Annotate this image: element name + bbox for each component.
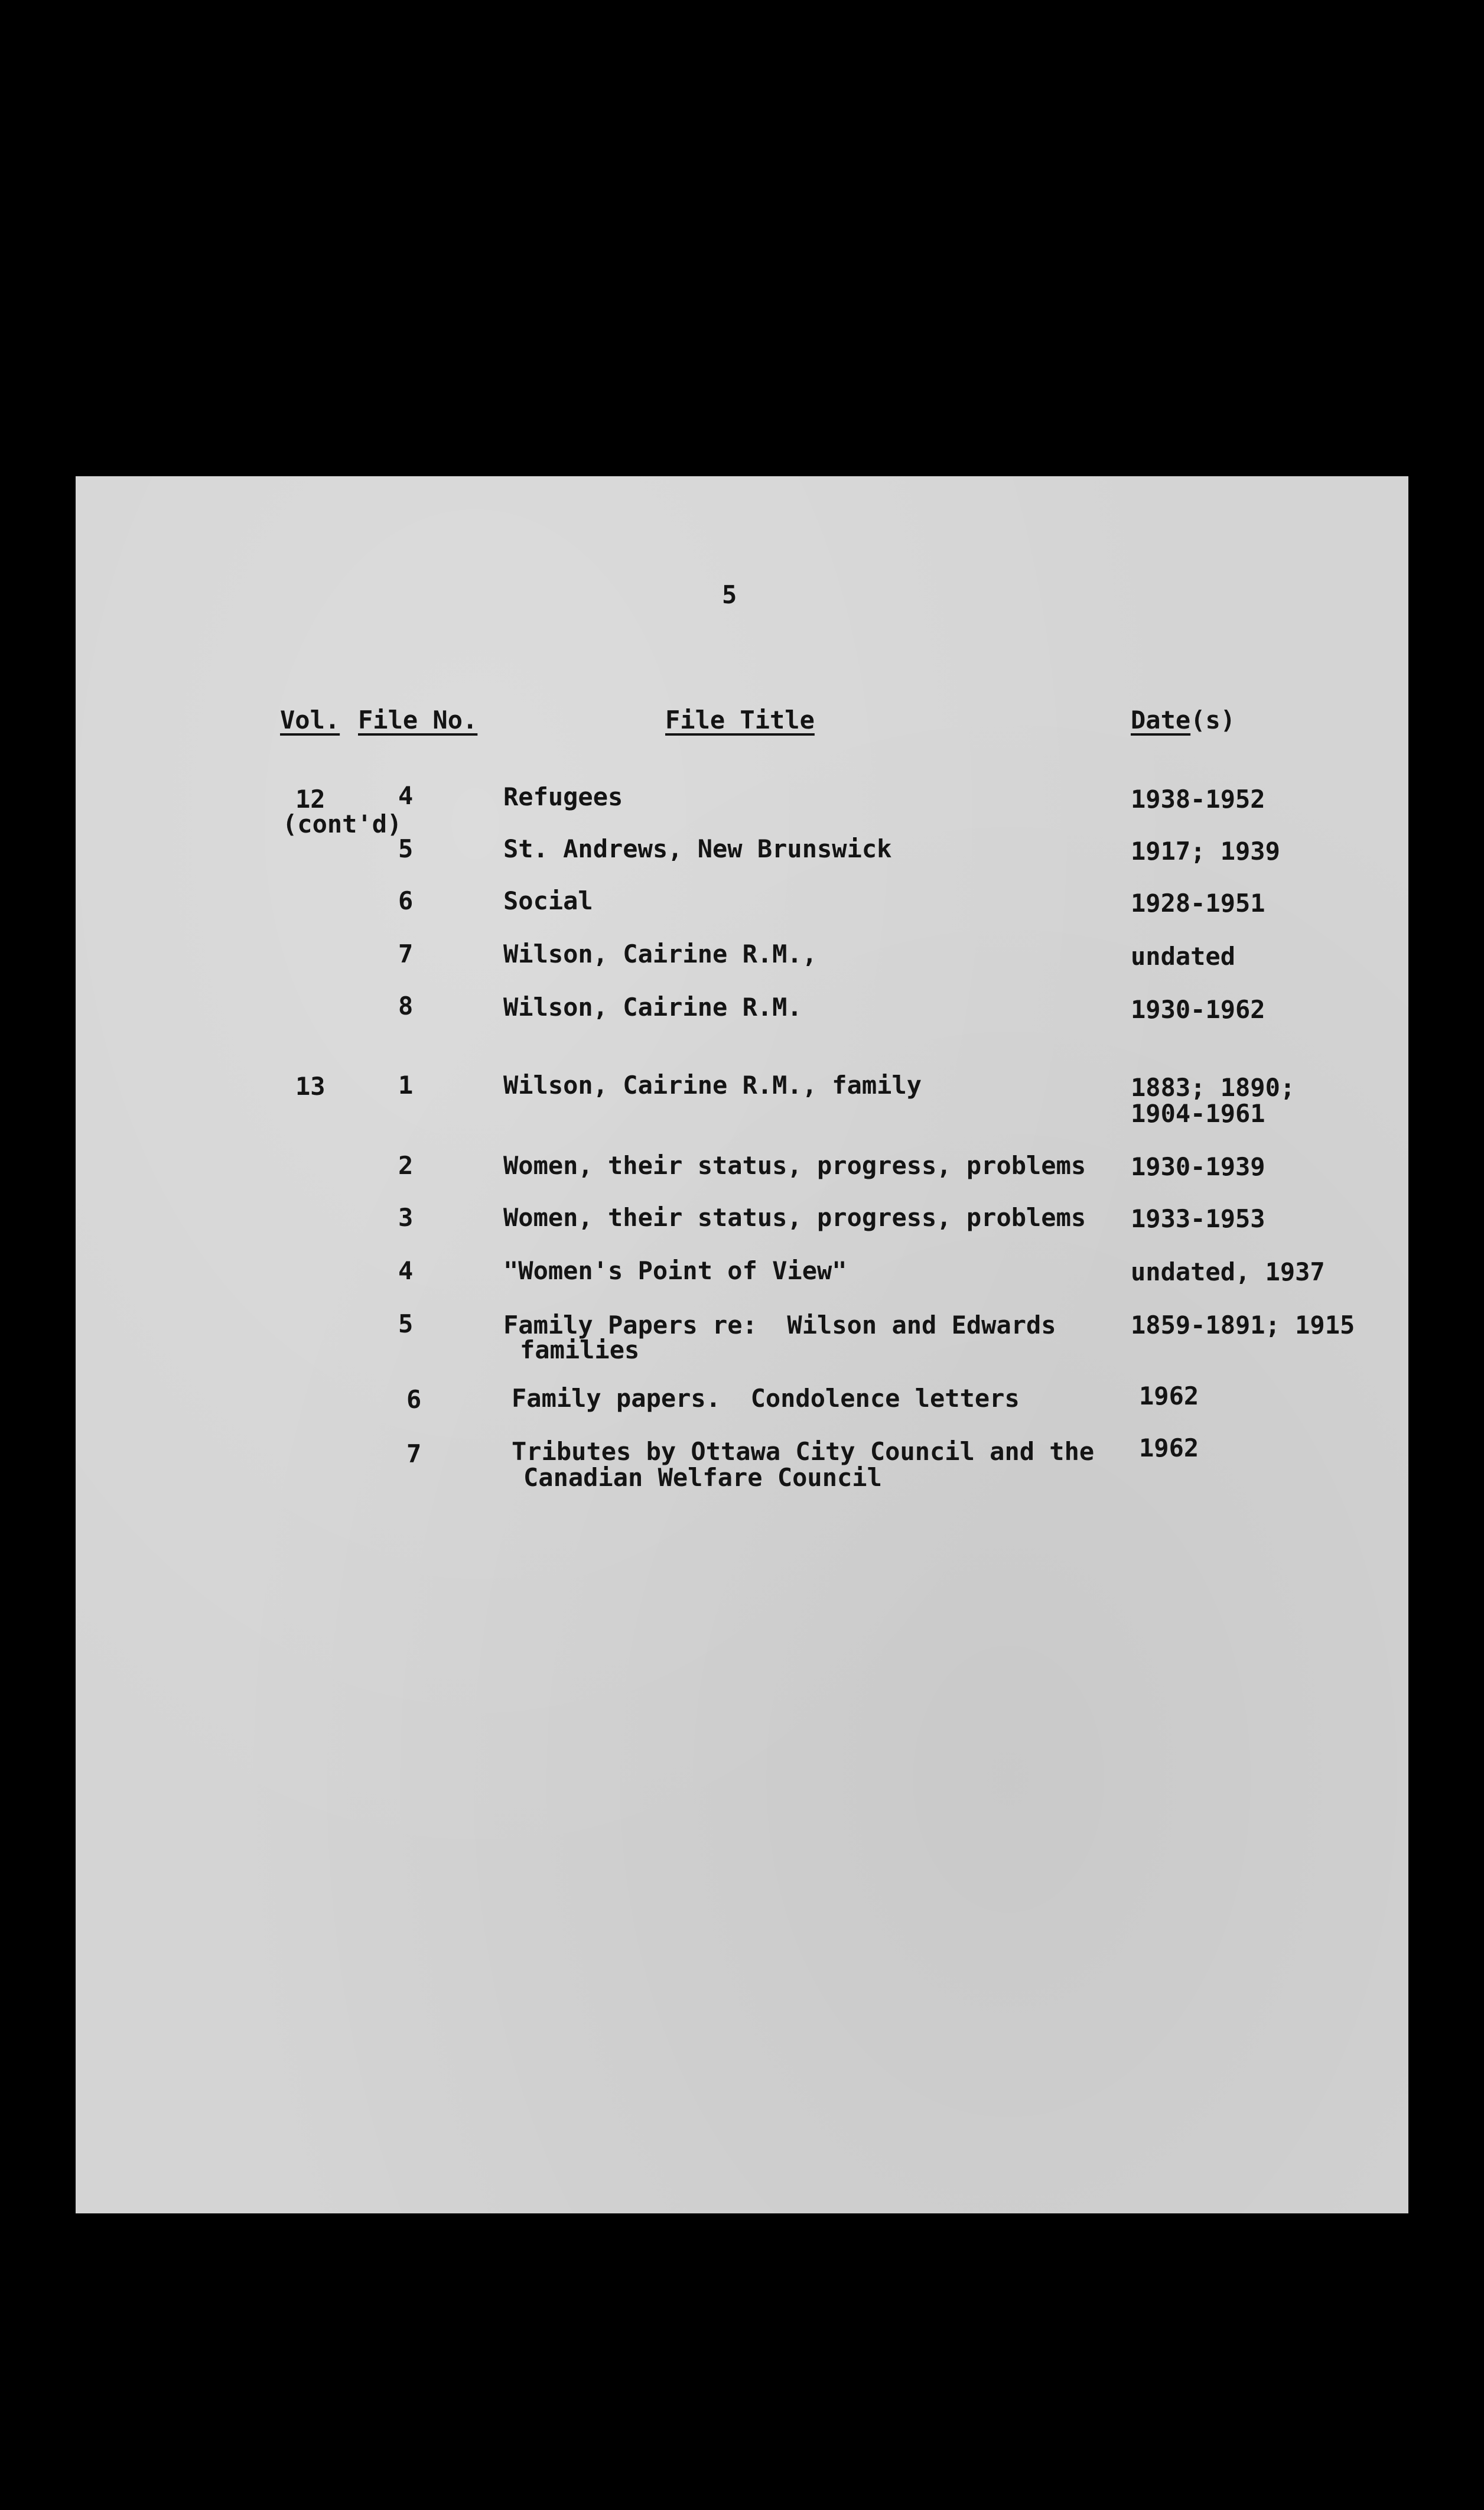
file-dates-continued: 1904-1961 (1131, 1099, 1265, 1128)
file-number: 5 (398, 1309, 414, 1338)
file-title: Tributes by Ottawa City Council and the (512, 1437, 1095, 1466)
volume-number: 13 (295, 1072, 326, 1101)
file-number: 4 (398, 1256, 414, 1285)
file-number: 7 (406, 1439, 422, 1468)
file-number: 6 (406, 1385, 422, 1414)
file-number: 1 (398, 1071, 414, 1100)
file-number: 2 (398, 1151, 414, 1180)
file-dates: 1883; 1890; (1131, 1073, 1296, 1102)
file-title: Social (503, 886, 593, 915)
header-vol: Vol. (280, 705, 340, 734)
file-number: 3 (398, 1203, 414, 1232)
file-dates: 1930-1939 (1131, 1152, 1265, 1181)
file-title: Wilson, Cairine R.M. (503, 993, 802, 1022)
file-title: Refugees (503, 782, 623, 811)
file-number: 8 (398, 991, 414, 1020)
file-dates: 1933-1953 (1131, 1204, 1265, 1233)
volume-continued: (cont'd) (282, 809, 402, 838)
file-dates: 1962 (1139, 1433, 1199, 1462)
file-dates: undated, 1937 (1131, 1257, 1325, 1286)
file-title-continued: families (520, 1335, 640, 1364)
volume-number: 12 (295, 785, 326, 814)
file-dates: undated (1131, 942, 1236, 971)
file-title: Family Papers re: Wilson and Edwards (503, 1311, 1056, 1339)
file-number: 4 (398, 781, 414, 810)
file-dates: 1930-1962 (1131, 995, 1265, 1024)
file-title: Family papers. Condolence letters (512, 1384, 1020, 1413)
file-title: Wilson, Cairine R.M., (503, 939, 818, 968)
document-page (76, 476, 1408, 2213)
file-title: Wilson, Cairine R.M., family (503, 1071, 922, 1100)
file-dates: 1938-1952 (1131, 785, 1265, 814)
file-title: Women, their status, progress, problems (503, 1151, 1086, 1180)
file-number: 7 (398, 939, 414, 968)
file-number: 5 (398, 834, 414, 863)
file-dates: 1928-1951 (1131, 889, 1265, 918)
file-dates: 1917; 1939 (1131, 837, 1280, 866)
file-dates: 1962 (1139, 1381, 1199, 1410)
header-dates: Date(s) (1131, 705, 1236, 734)
file-number: 6 (398, 886, 414, 915)
header-file-title: File Title (665, 705, 815, 734)
file-dates: 1859-1891; 1915 (1131, 1311, 1355, 1339)
header-file-no: File No. (358, 705, 478, 734)
file-title-continued: Canadian Welfare Council (523, 1463, 882, 1492)
file-title: Women, their status, progress, problems (503, 1203, 1086, 1232)
file-title: St. Andrews, New Brunswick (503, 834, 892, 863)
file-title: "Women's Point of View" (503, 1256, 847, 1285)
page-number: 5 (722, 580, 737, 609)
